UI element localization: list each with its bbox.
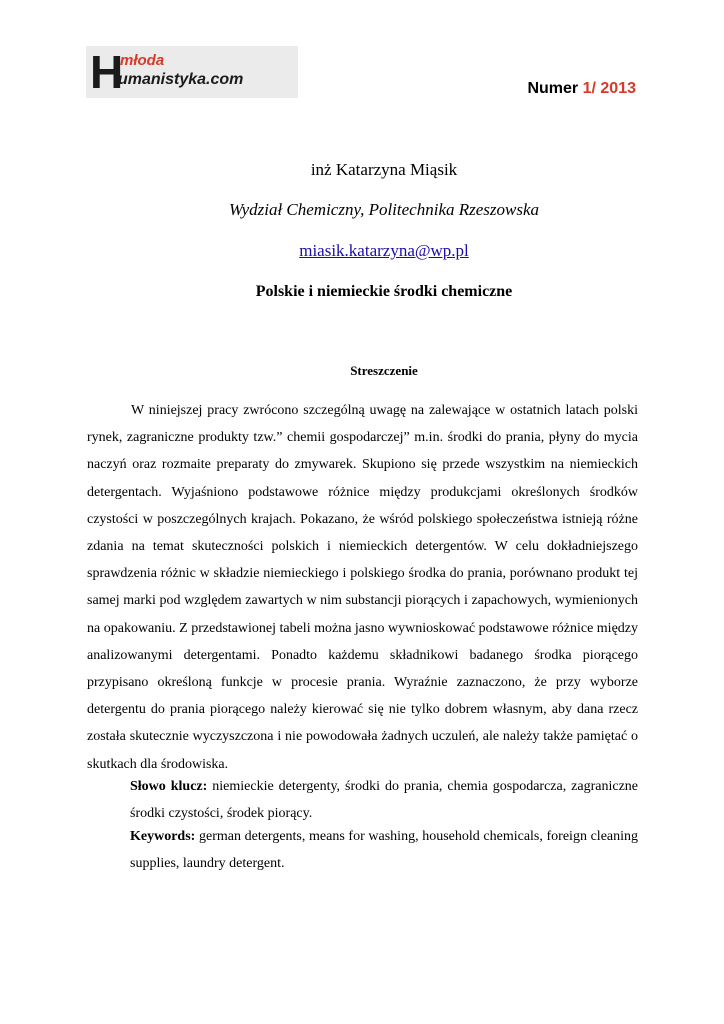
logo-bottom-text: umanistyka.com <box>118 71 244 88</box>
journal-logo[interactable] <box>86 46 298 98</box>
keywords-english-label: Keywords: <box>130 829 196 844</box>
issue-value: 1/ 2013 <box>582 80 636 97</box>
article-title: Polskie i niemieckie środki chemiczne <box>255 283 513 300</box>
issue-label: Numer <box>527 80 579 97</box>
keywords-polish <box>130 773 638 827</box>
email-link[interactable]: miasik.katarzyna@wp.pl <box>299 241 469 260</box>
keywords-english <box>130 823 638 877</box>
abstract-text: W niniejszej pracy zwrócono szczególną uwagę na zalewające w ostatnich latach polski rynek, zagraniczne produkty tzw.” chemii gospodarczej” m.in. środki do prania, płyny do mycia naczyń oraz rozmaite preparaty do zmywarek. Skupiono się przede wszystkim na niemieckich detergentach. Wyjaśniono podstawowe różnice między produkcjami określonych środków czystości w poszczególnych krajach. Pokazano, że wśród polskiego społeczeństwa istnieją różne zdania na temat skuteczności polskich i niemieckich detergentów. W celu dokładniejszego sprawdzenia różnic w składzie niemieckiego i polskiego środka do prania, porównano produkt tej samej marki pod względem zawartych w nim substancji piorących i zapachowych, wymienionych na opakowaniu. Z przedstawionej tabeli można jasno wywnioskować podstawowe różnice między analizowanymi detergentami. Ponadto każdemu składnikowi badanego środka piorącego przypisano określoną funkcje w procesie prania. Wyraźnie zaznaczono, że przy wyborze detergentu do prania piorącego należy kierować się nie tylko dobrem własnym, aby dana rzecz została skutecznie wyczyszczona i nie powodowała żadnych uczuleń, ale należy także pamiętać o skutkach dla środowiska. <box>87 403 638 772</box>
author-email <box>0 241 724 261</box>
author-affiliation: Wydział Chemiczny, Politechnika Rzeszowska <box>228 200 540 219</box>
issue-number <box>527 80 636 98</box>
logo-letter: H <box>90 46 123 98</box>
keywords-english-text: german detergents, means for washing, household chemicals, foreign cleaning supplies, laundry detergent. <box>130 829 639 871</box>
author-name: inż Katarzyna Miąsik <box>310 160 458 179</box>
keywords-polish-text: niemieckie detergenty, środki do prania, chemia gospodarcza, zagraniczne środki czystości, środek piorący. <box>130 779 638 821</box>
logo-top-text: młoda <box>120 52 165 69</box>
keywords-polish-label: Słowo klucz: <box>130 779 208 794</box>
abstract-heading: Streszczenie <box>350 363 418 378</box>
